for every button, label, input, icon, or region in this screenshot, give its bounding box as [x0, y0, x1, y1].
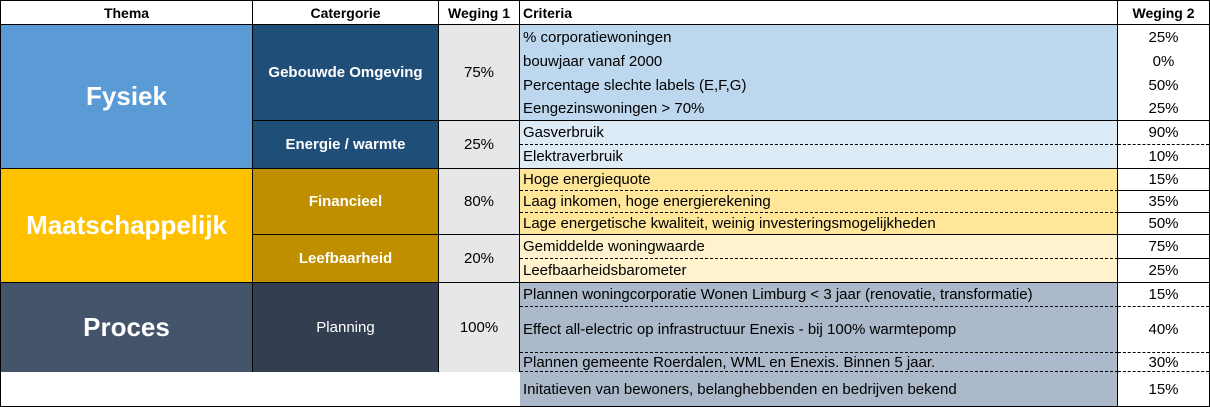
criterion-label: Lage energetische kwaliteit, weinig investeringsmogelijkheden — [520, 213, 1118, 235]
criterion-weight: 50% — [1118, 73, 1209, 97]
criterion-weight: 50% — [1118, 213, 1209, 235]
criterion-weight: 25% — [1118, 259, 1209, 283]
criterion-label: Hoge energiequote — [520, 169, 1118, 191]
criterion-label: Plannen woningcorporatie Wonen Limburg < 3 jaar (renovatie, transformatie) — [520, 283, 1118, 307]
category-financieel: Financieel — [253, 169, 439, 235]
criterion-weight: 25% — [1118, 25, 1209, 49]
header-weging2: Weging 2 — [1118, 1, 1209, 25]
category-energie-warmte: Energie / warmte — [253, 121, 439, 169]
criterion-label: bouwjaar vanaf 2000 — [520, 49, 1118, 73]
criterion-weight: 15% — [1118, 372, 1209, 406]
header-thema: Thema — [1, 1, 253, 25]
header-categorie: Catergorie — [253, 1, 439, 25]
criterion-label: Initatieven van bewoners, belanghebbenden en bedrijven bekend — [520, 372, 1118, 406]
criterion-weight: 25% — [1118, 97, 1209, 121]
criterion-weight: 15% — [1118, 283, 1209, 307]
criterion-label: Elektraverbruik — [520, 145, 1118, 169]
category-weight: 80% — [439, 169, 520, 235]
criterion-label: Plannen gemeente Roerdalen, WML en Enexis. Binnen 5 jaar. — [520, 353, 1118, 372]
category-planning: Planning — [253, 283, 439, 372]
criterion-weight: 90% — [1118, 121, 1209, 145]
theme-maatschappelijk: Maatschappelijk — [1, 169, 253, 283]
criterion-weight: 15% — [1118, 169, 1209, 191]
criterion-weight: 35% — [1118, 191, 1209, 213]
criterion-label: Gasverbruik — [520, 121, 1118, 145]
criterion-weight: 30% — [1118, 353, 1209, 372]
category-leefbaarheid: Leefbaarheid — [253, 235, 439, 283]
theme-fysiek: Fysiek — [1, 25, 253, 169]
criterion-weight: 40% — [1118, 307, 1209, 353]
header-weging1: Weging 1 — [439, 1, 520, 25]
criterion-weight: 10% — [1118, 145, 1209, 169]
criterion-label: Percentage slechte labels (E,F,G) — [520, 73, 1118, 97]
theme-proces: Proces — [1, 283, 253, 372]
category-weight: 25% — [439, 121, 520, 169]
header-criteria: Criteria — [520, 1, 1118, 25]
criterion-label: Eengezinswoningen > 70% — [520, 97, 1118, 121]
criterion-label: Laag inkomen, hoge energierekening — [520, 191, 1118, 213]
criterion-label: Effect all-electric op infrastructuur Enexis - bij 100% warmtepomp — [520, 307, 1118, 353]
criterion-label: Gemiddelde woningwaarde — [520, 235, 1118, 259]
category-gebouwde-omgeving: Gebouwde Omgeving — [253, 25, 439, 121]
criterion-weight: 0% — [1118, 49, 1209, 73]
category-weight: 20% — [439, 235, 520, 283]
criterion-label: % corporatiewoningen — [520, 25, 1118, 49]
criterion-label: Leefbaarheidsbarometer — [520, 259, 1118, 283]
category-weight: 100% — [439, 283, 520, 372]
criterion-weight: 75% — [1118, 235, 1209, 259]
category-weight: 75% — [439, 25, 520, 121]
